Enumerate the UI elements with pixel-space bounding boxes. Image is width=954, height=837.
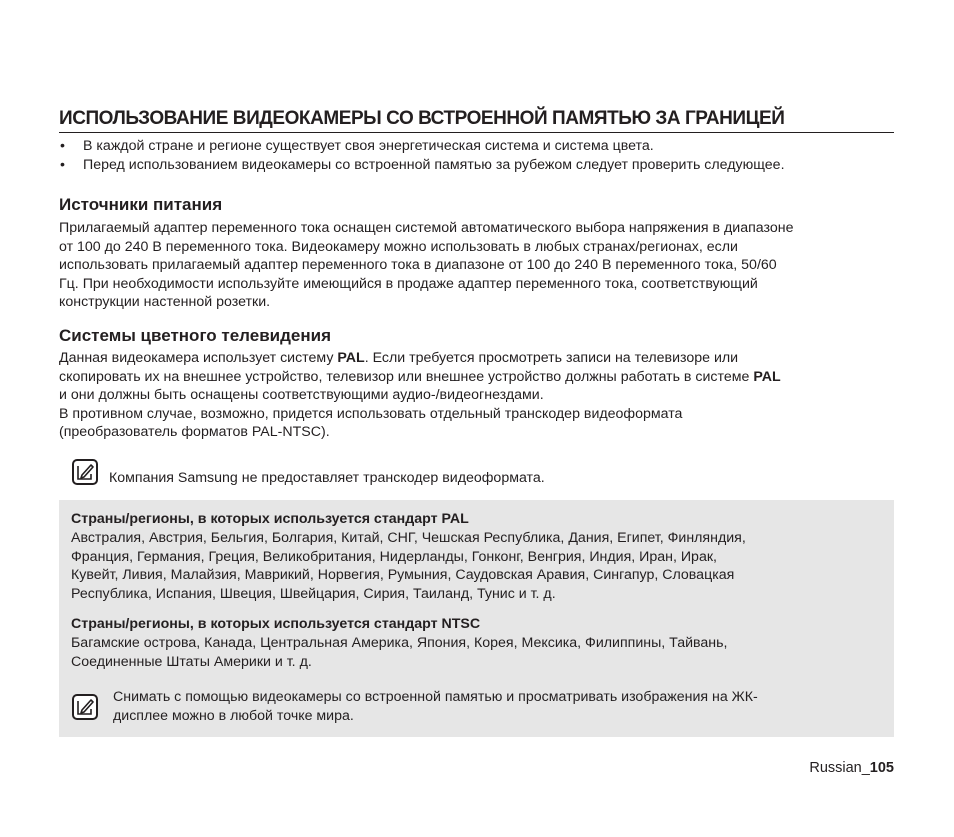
note-pencil-icon-glyph [76, 698, 94, 716]
paragraph-line [59, 368, 899, 387]
paragraph-line: конструкции настенной розетки. [59, 294, 271, 310]
tv-standards-box [59, 500, 894, 737]
paragraph-line: дисплее можно в любой точке мира. [113, 707, 354, 724]
paragraph-line: от 100 до 240 В переменного тока. Видеокамеру можно использовать в любых странах/регионах, если [59, 238, 738, 255]
ntsc-countries-list [71, 634, 886, 671]
paragraph-line [59, 349, 899, 368]
bullet-marker: • [60, 138, 65, 154]
pal-countries-list [71, 529, 886, 603]
paragraph-line: использовать прилагаемый адаптер переменного тока в диапазоне от 100 до 240 В переменного тока, 50/60 [59, 257, 777, 273]
pal-countries-heading: Страны/регионы, в которых используется стандарт PAL [71, 511, 469, 527]
text-run: . Если требуется просмотреть записи на телевизоре или [364, 350, 739, 366]
page-number: 105 [869, 760, 894, 776]
color-tv-heading: Системы цветного телевидения [59, 326, 331, 345]
bullet-text: Перед использованием видеокамеры со встроенной памятью за рубежом следует проверить следующее. [83, 157, 785, 173]
footer-language: Russian_ [809, 760, 870, 776]
pal-bold-term: PAL [337, 350, 365, 366]
note-text: Компания Samsung не предоставляет транскодер видеоформата. [109, 470, 545, 486]
intro-bullet-list [59, 137, 899, 175]
bullet-marker: • [60, 157, 65, 173]
ntsc-countries-heading: Страны/регионы, в которых используется стандарт NTSC [71, 616, 481, 632]
power-sources-paragraph [59, 219, 899, 312]
paragraph-line: Франция, Германия, Греция, Великобритания, Нидерланды, Гонконг, Венгрия, Индия, Иран, Ирак, [71, 548, 717, 565]
power-sources-heading: Источники питания [59, 195, 223, 214]
paragraph-line: и они должны быть оснащены соответствующими аудио-/видеогнездами. [59, 387, 544, 403]
list-item [59, 137, 899, 156]
note-pencil-icon-glyph [76, 463, 94, 481]
paragraph-line: В противном случае, возможно, придется использовать отдельный транскодер видеоформата [59, 405, 683, 422]
paragraph-line: Снимать с помощью видеокамеры со встроенной памятью и просматривать изображения на ЖК- [113, 689, 758, 705]
paragraph-line: Багамские острова, Канада, Центральная Америка, Япония, Корея, Мексика, Филиппины, Тайвань, [71, 635, 728, 651]
text-run: скопировать их на внешнее устройство, телевизор или внешнее устройство должны работать в системе [59, 368, 754, 385]
note-pencil-icon [72, 459, 98, 485]
paragraph-line: Гц. При необходимости используйте имеющийся в продаже адаптер переменного тока, соответствующий [59, 275, 758, 292]
note-pencil-icon [72, 694, 98, 720]
list-item [59, 156, 899, 175]
paragraph-line: Кувейт, Ливия, Малайзия, Маврикий, Норвегия, Румыния, Саудовская Аравия, Сингапур, Словацкая [71, 567, 735, 583]
paragraph-line: Прилагаемый адаптер переменного тока оснащен системой автоматического выбора напряжения в диапазоне [59, 220, 794, 236]
paragraph-line: Соединенные Штаты Америки и т. д. [71, 653, 312, 670]
paragraph-line: Австралия, Австрия, Бельгия, Болгария, Китай, СНГ, Чешская Республика, Дания, Египет, Финляндия, [71, 530, 746, 546]
bullet-text: В каждой стране и регионе существует своя энергетическая система и система цвета. [83, 138, 654, 154]
page-title: ИСПОЛЬЗОВАНИЕ ВИДЕОКАМЕРЫ СО ВСТРОЕННОЙ ПАМЯТЬЮ ЗА ГРАНИЦЕЙ [59, 108, 894, 133]
pal-bold-term: PAL [753, 368, 781, 385]
text-run: Данная видеокамера использует систему [59, 350, 338, 366]
paragraph-line: (преобразователь форматов PAL-NTSC). [59, 424, 330, 440]
paragraph-line: Республика, Испания, Швеция, Швейцария, Сирия, Таиланд, Тунис и т. д. [71, 585, 556, 602]
page-footer [809, 758, 894, 778]
note-text [113, 688, 883, 725]
color-tv-paragraph [59, 349, 899, 442]
